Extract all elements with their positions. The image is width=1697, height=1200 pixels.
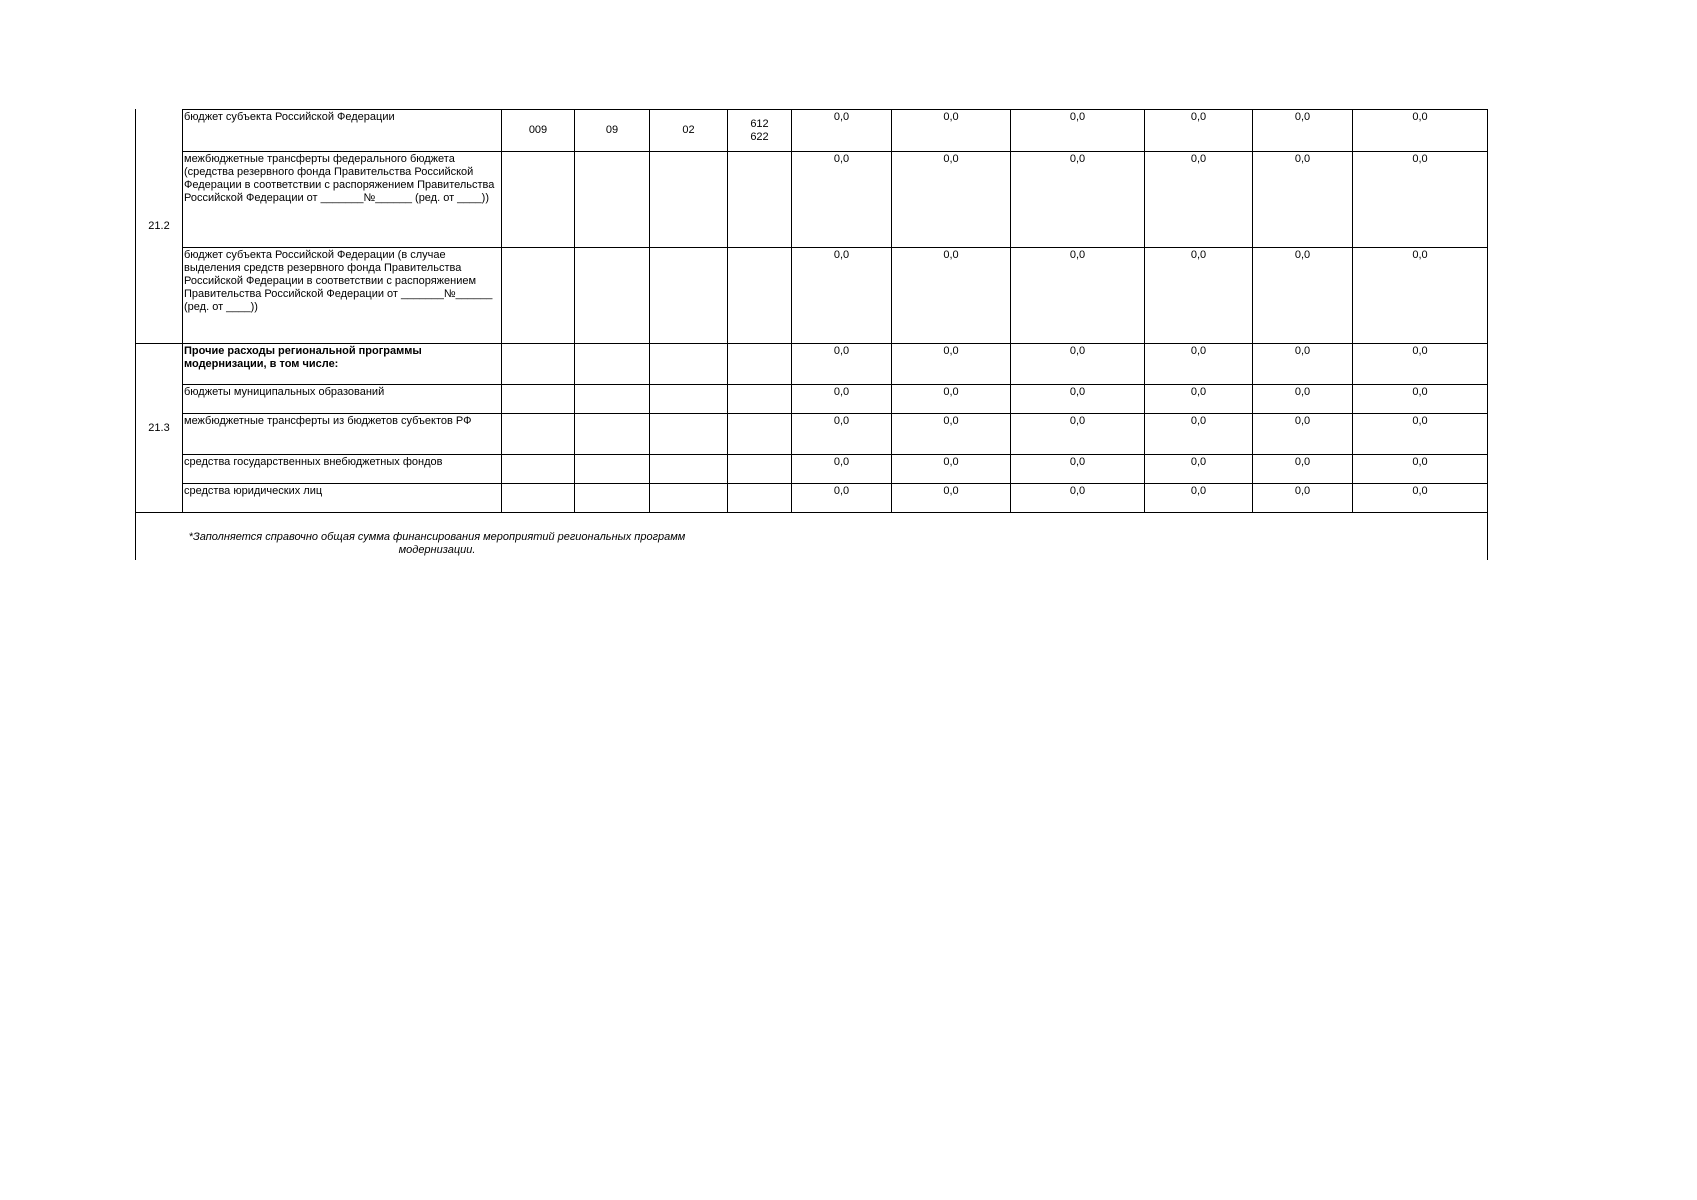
- code-pr: 02: [650, 110, 728, 152]
- amount-cell: 0,0: [892, 110, 1011, 152]
- row-description: средства государственных внебюджетных фондов: [183, 455, 502, 484]
- amount-cell: 0,0: [1353, 152, 1488, 248]
- amount-cell: 0,0: [1253, 110, 1353, 152]
- amount-cell: 0,0: [792, 152, 892, 248]
- row-description: бюджеты муниципальных образований: [183, 385, 502, 414]
- code-rz: [575, 248, 650, 344]
- row-description: бюджет субъекта Российской Федерации (в случае выделения средств резервного фонда Правительства Российской Федерации в соответствии с распоряжением Правительства Российской Федерации от _______№______ (ред. от ____)): [183, 248, 502, 344]
- amount-cell: 0,0: [1145, 455, 1253, 484]
- amount-cell: 0,0: [792, 248, 892, 344]
- table-row: [136, 344, 1488, 385]
- amount-cell: 0,0: [1145, 152, 1253, 248]
- row-description: межбюджетные трансферты из бюджетов субъектов РФ: [183, 414, 502, 455]
- code-vr: [728, 248, 792, 344]
- code-rz: 09: [575, 110, 650, 152]
- budget-table: [135, 109, 1488, 513]
- code-vr: 612 622: [728, 110, 792, 152]
- amount-cell: 0,0: [1253, 344, 1353, 385]
- code-vr: [728, 152, 792, 248]
- code-grbs: [502, 344, 575, 385]
- table-row: [136, 385, 1488, 414]
- code-vr: [728, 455, 792, 484]
- code-vr: [728, 414, 792, 455]
- code-grbs: [502, 455, 575, 484]
- footnote: *Заполняется справочно общая сумма финансирования мероприятий региональных программ модернизации.: [188, 531, 686, 556]
- amount-cell: 0,0: [892, 414, 1011, 455]
- amount-cell: 0,0: [1145, 414, 1253, 455]
- amount-cell: 0,0: [1145, 484, 1253, 513]
- amount-cell: 0,0: [1353, 385, 1488, 414]
- amount-cell: 0,0: [792, 385, 892, 414]
- row-description: бюджет субъекта Российской Федерации: [183, 110, 502, 152]
- amount-cell: 0,0: [892, 152, 1011, 248]
- amount-cell: 0,0: [792, 414, 892, 455]
- amount-cell: 0,0: [1011, 248, 1145, 344]
- code-grbs: [502, 414, 575, 455]
- amount-cell: 0,0: [1011, 455, 1145, 484]
- code-vr: [728, 385, 792, 414]
- code-rz: [575, 455, 650, 484]
- code-pr: [650, 414, 728, 455]
- amount-cell: 0,0: [1011, 385, 1145, 414]
- code-pr: [650, 455, 728, 484]
- amount-cell: 0,0: [1253, 414, 1353, 455]
- row-number: 21.3: [136, 344, 183, 513]
- amount-cell: 0,0: [1011, 344, 1145, 385]
- amount-cell: 0,0: [792, 455, 892, 484]
- amount-cell: 0,0: [892, 344, 1011, 385]
- amount-cell: 0,0: [1253, 455, 1353, 484]
- amount-cell: 0,0: [892, 385, 1011, 414]
- amount-cell: 0,0: [1253, 385, 1353, 414]
- table-row: [136, 484, 1488, 513]
- amount-cell: 0,0: [1353, 110, 1488, 152]
- table-row: [136, 248, 1488, 344]
- code-vr: [728, 344, 792, 385]
- amount-cell: 0,0: [1253, 152, 1353, 248]
- code-grbs: [502, 385, 575, 414]
- amount-cell: 0,0: [892, 248, 1011, 344]
- code-rz: [575, 152, 650, 248]
- row-description: межбюджетные трансферты федерального бюджета (средства резервного фонда Правительства Российской Федерации в соответствии с распоряжением Правительства Российской Федерации от _______№______ (ред. от ____)): [183, 152, 502, 248]
- table-row: [136, 414, 1488, 455]
- code-grbs: [502, 484, 575, 513]
- code-pr: [650, 484, 728, 513]
- amount-cell: 0,0: [1353, 248, 1488, 344]
- code-rz: [575, 484, 650, 513]
- amount-cell: 0,0: [1353, 484, 1488, 513]
- table-body: [136, 110, 1488, 513]
- code-grbs: 009: [502, 110, 575, 152]
- amount-cell: 0,0: [1353, 414, 1488, 455]
- amount-cell: 0,0: [1253, 484, 1353, 513]
- amount-cell: 0,0: [792, 110, 892, 152]
- code-grbs: [502, 248, 575, 344]
- code-grbs: [502, 152, 575, 248]
- code-rz: [575, 385, 650, 414]
- amount-cell: 0,0: [1145, 248, 1253, 344]
- amount-cell: 0,0: [1145, 110, 1253, 152]
- row-number: 21.2: [136, 110, 183, 344]
- table-row: [136, 455, 1488, 484]
- amount-cell: 0,0: [1253, 248, 1353, 344]
- table-row: [136, 152, 1488, 248]
- amount-cell: 0,0: [892, 484, 1011, 513]
- amount-cell: 0,0: [1353, 455, 1488, 484]
- code-pr: [650, 344, 728, 385]
- row-description: Прочие расходы региональной программы модернизации, в том числе:: [183, 344, 502, 385]
- amount-cell: 0,0: [1011, 152, 1145, 248]
- amount-cell: 0,0: [1145, 385, 1253, 414]
- amount-cell: 0,0: [792, 344, 892, 385]
- code-pr: [650, 152, 728, 248]
- amount-cell: 0,0: [792, 484, 892, 513]
- code-vr: [728, 484, 792, 513]
- amount-cell: 0,0: [1011, 484, 1145, 513]
- amount-cell: 0,0: [892, 455, 1011, 484]
- table-row: [136, 110, 1488, 152]
- amount-cell: 0,0: [1011, 414, 1145, 455]
- amount-cell: 0,0: [1145, 344, 1253, 385]
- amount-cell: 0,0: [1011, 110, 1145, 152]
- code-rz: [575, 414, 650, 455]
- code-pr: [650, 385, 728, 414]
- code-pr: [650, 248, 728, 344]
- row-description: средства юридических лиц: [183, 484, 502, 513]
- code-rz: [575, 344, 650, 385]
- amount-cell: 0,0: [1353, 344, 1488, 385]
